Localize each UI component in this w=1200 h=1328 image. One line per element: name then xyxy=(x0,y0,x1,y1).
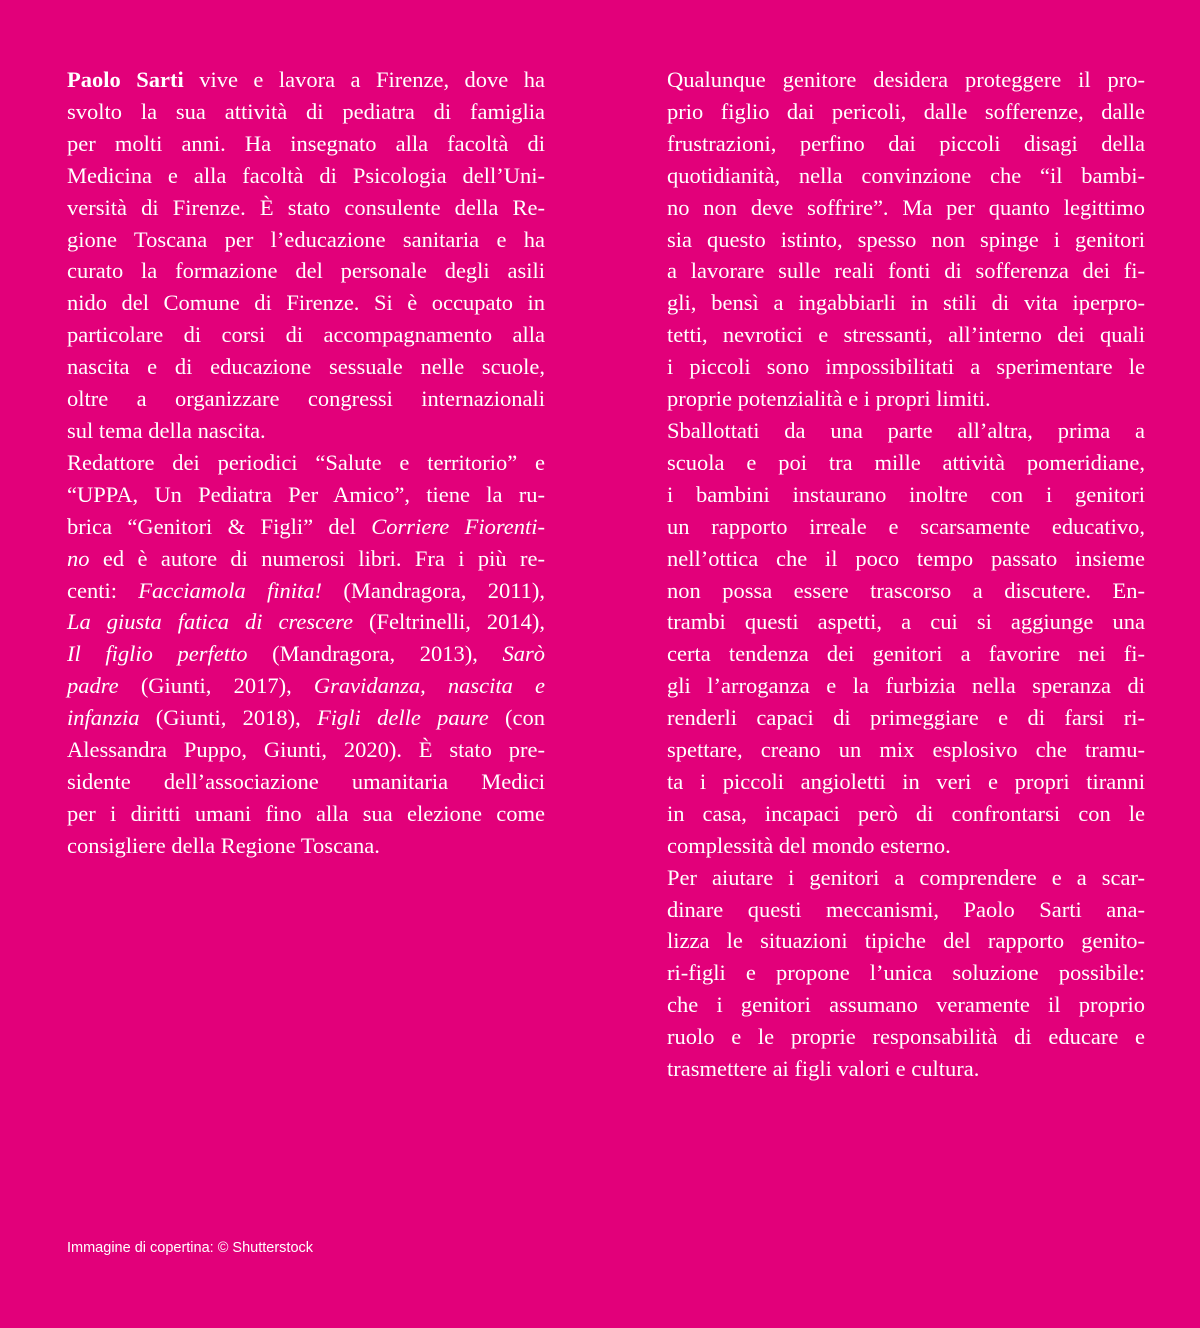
text-line xyxy=(667,989,1145,1021)
text-line xyxy=(667,830,1145,862)
text-segment: in casa, incapaci però di confrontarsi con le xyxy=(667,800,1145,826)
text-line xyxy=(67,287,545,319)
text-line xyxy=(667,1021,1145,1053)
text-segment: i piccoli sono impossibilitati a sperimentare le xyxy=(667,354,1145,380)
text-segment: (Feltrinelli, 2014), xyxy=(353,609,545,635)
text-segment: sidente dell’associazione umanitaria Medici xyxy=(67,768,545,794)
text-segment: (Giunti, 2018), xyxy=(139,705,318,731)
text-segment: Alessandra Puppo, Giunti, 2020). È stato pre- xyxy=(67,737,545,763)
text-segment: particolare di corsi di accompagnamento alla xyxy=(67,322,545,348)
text-line xyxy=(67,511,545,543)
text-line xyxy=(667,415,1145,447)
text-segment: frustrazioni, perfino dai piccoli disagi della xyxy=(667,130,1145,156)
text-segment: (Giunti, 2017), xyxy=(118,673,314,699)
italic-title: infanzia xyxy=(67,705,140,731)
text-segment: Redattore dei periodici “Salute e territorio” e xyxy=(67,449,545,475)
italic-title: Gravidanza, nascita e xyxy=(313,673,545,699)
text-segment: brica “Genitori & Figli” del xyxy=(67,513,372,539)
text-line xyxy=(67,64,545,96)
text-segment: nido del Comune di Firenze. Si è occupato in xyxy=(67,290,545,316)
text-segment: versità di Firenze. È stato consulente della Re- xyxy=(67,194,545,220)
text-segment: che i genitori assumano veramente il proprio xyxy=(667,992,1145,1018)
text-line xyxy=(667,192,1145,224)
text-segment: nell’ottica che il poco tempo passato insieme xyxy=(667,545,1145,571)
text-segment: a lavorare sulle reali fonti di sofferenza dei fi- xyxy=(667,258,1145,284)
text-line xyxy=(67,543,545,575)
text-line xyxy=(67,160,545,192)
text-line xyxy=(667,511,1145,543)
text-segment: lizza le situazioni tipiche del rapporto genito- xyxy=(667,928,1145,954)
text-segment: per i diritti umani fino alla sua elezione come xyxy=(67,800,545,826)
text-line xyxy=(667,702,1145,734)
text-segment: curato la formazione del personale degli asili xyxy=(67,258,545,284)
text-segment: certa tendenza dei genitori a favorire nei fi- xyxy=(667,641,1145,667)
author-name: Paolo Sarti xyxy=(67,67,184,92)
text-line xyxy=(67,128,545,160)
cover-image-credit: Immagine di copertina: © Shutterstock xyxy=(67,1240,314,1256)
italic-title: padre xyxy=(67,673,119,699)
text-segment: (Mandragora, 2011), xyxy=(322,577,545,603)
text-line xyxy=(667,638,1145,670)
text-segment: ruolo e le proprie responsabilità di educare e xyxy=(667,1024,1145,1050)
text-line xyxy=(667,319,1145,351)
text-line xyxy=(667,734,1145,766)
italic-title: Sarò xyxy=(502,641,546,667)
italic-title: La giusta fatica di crescere xyxy=(67,609,354,635)
text-line xyxy=(667,925,1145,957)
text-line xyxy=(667,894,1145,926)
text-line xyxy=(67,606,545,638)
text-segment: prio figlio dai pericoli, dalle sofferenze, dalle xyxy=(667,98,1145,124)
italic-title: Facciamola finita! xyxy=(138,577,323,603)
text-segment: sia questo istinto, spesso non spinge i genitori xyxy=(667,226,1145,252)
text-line xyxy=(667,128,1145,160)
text-line xyxy=(667,606,1145,638)
text-segment: svolto la sua attività di pediatra di famiglia xyxy=(67,98,545,124)
text-segment: (Mandragora, 2013), xyxy=(247,641,503,667)
text-line xyxy=(67,734,545,766)
italic-title: Corriere Fiorenti- xyxy=(371,513,545,539)
text-line xyxy=(667,766,1145,798)
text-line xyxy=(667,670,1145,702)
text-segment: oltre a organizzare congressi internazionali xyxy=(67,386,545,412)
text-segment: no non deve soffrire”. Ma per quanto legittimo xyxy=(667,194,1145,220)
text-line xyxy=(67,702,545,734)
text-line xyxy=(667,383,1145,415)
text-line xyxy=(67,447,545,479)
text-line xyxy=(67,638,545,670)
text-segment: ri-figli e propone l’unica soluzione possibile: xyxy=(667,960,1145,986)
text-line xyxy=(667,798,1145,830)
text-segment: gli l’arroganza e la furbizia nella speranza di xyxy=(667,673,1145,699)
text-segment: proprie potenzialità e i propri limiti. xyxy=(667,386,991,412)
text-line xyxy=(667,96,1145,128)
text-segment: centi: xyxy=(67,577,139,603)
text-segment: (con xyxy=(488,705,545,731)
text-line xyxy=(67,766,545,798)
text-segment: gione Toscana per l’educazione sanitaria e ha xyxy=(67,226,545,252)
text-line xyxy=(67,670,545,702)
text-line xyxy=(67,575,545,607)
text-line xyxy=(667,575,1145,607)
text-segment: trambi questi aspetti, a cui si aggiunge una xyxy=(667,609,1145,635)
italic-title: no xyxy=(67,545,90,571)
text-segment: renderli capaci di primeggiare e di farsi ri- xyxy=(667,705,1145,731)
text-segment: consigliere della Regione Toscana. xyxy=(67,832,380,858)
author-bio-column xyxy=(67,64,545,862)
text-line xyxy=(667,447,1145,479)
text-line xyxy=(67,830,545,862)
text-line xyxy=(667,64,1145,96)
text-line xyxy=(67,798,545,830)
italic-title: Figli delle paure xyxy=(317,705,489,731)
text-segment: quotidianità, nella convinzione che “il bambi- xyxy=(667,162,1145,188)
text-line xyxy=(667,543,1145,575)
text-segment: “UPPA, Un Pediatra Per Amico”, tiene la ru- xyxy=(67,481,545,507)
text-segment: un rapporto irreale e scarsamente educativo, xyxy=(667,513,1145,539)
text-segment: non possa essere trascorso a discutere. En- xyxy=(667,577,1145,603)
text-line xyxy=(67,383,545,415)
text-line xyxy=(667,287,1145,319)
text-line xyxy=(67,351,545,383)
text-segment: dinare questi meccanismi, Paolo Sarti ana- xyxy=(667,896,1145,922)
text-line xyxy=(667,255,1145,287)
text-segment: gli, bensì a ingabbiarli in stili di vita iperpro- xyxy=(667,290,1145,316)
text-line xyxy=(67,96,545,128)
text-line xyxy=(67,255,545,287)
text-segment: vive e lavora a Firenze, dove ha xyxy=(183,67,545,92)
text-line xyxy=(667,1053,1145,1085)
text-line xyxy=(667,224,1145,256)
text-segment: spettare, creano un mix esplosivo che tramu- xyxy=(667,737,1145,763)
text-line xyxy=(67,479,545,511)
italic-title: Il figlio perfetto xyxy=(67,641,248,667)
text-line xyxy=(67,224,545,256)
text-segment: tetti, nevrotici e stressanti, all’interno dei quali xyxy=(667,322,1145,348)
text-segment: complessità del mondo esterno. xyxy=(667,832,951,858)
text-line xyxy=(667,862,1145,894)
text-line xyxy=(667,479,1145,511)
text-line xyxy=(667,160,1145,192)
text-line xyxy=(67,319,545,351)
text-segment: sul tema della nascita. xyxy=(67,417,266,443)
text-segment: Medicina e alla facoltà di Psicologia dell’Uni- xyxy=(67,162,545,188)
text-segment: ed è autore di numerosi libri. Fra i più re- xyxy=(89,545,545,571)
book-synopsis-column xyxy=(667,64,1145,1085)
text-segment: scuola e poi tra mille attività pomeridiane, xyxy=(667,449,1145,475)
text-segment: Sballottati da una parte all’altra, prima a xyxy=(667,417,1145,443)
text-line xyxy=(67,192,545,224)
text-segment: ta i piccoli angioletti in veri e propri tiranni xyxy=(667,768,1145,794)
text-segment: per molti anni. Ha insegnato alla facoltà di xyxy=(67,130,545,156)
text-segment: i bambini instaurano inoltre con i genitori xyxy=(667,481,1145,507)
text-segment: nascita e di educazione sessuale nelle scuole, xyxy=(67,354,545,380)
text-segment: Qualunque genitore desidera proteggere il pro- xyxy=(667,67,1145,92)
text-line xyxy=(667,957,1145,989)
text-segment: trasmettere ai figli valori e cultura. xyxy=(667,1056,980,1082)
text-line xyxy=(67,415,545,447)
text-line xyxy=(667,351,1145,383)
text-segment: Per aiutare i genitori a comprendere e a scar- xyxy=(667,864,1145,890)
